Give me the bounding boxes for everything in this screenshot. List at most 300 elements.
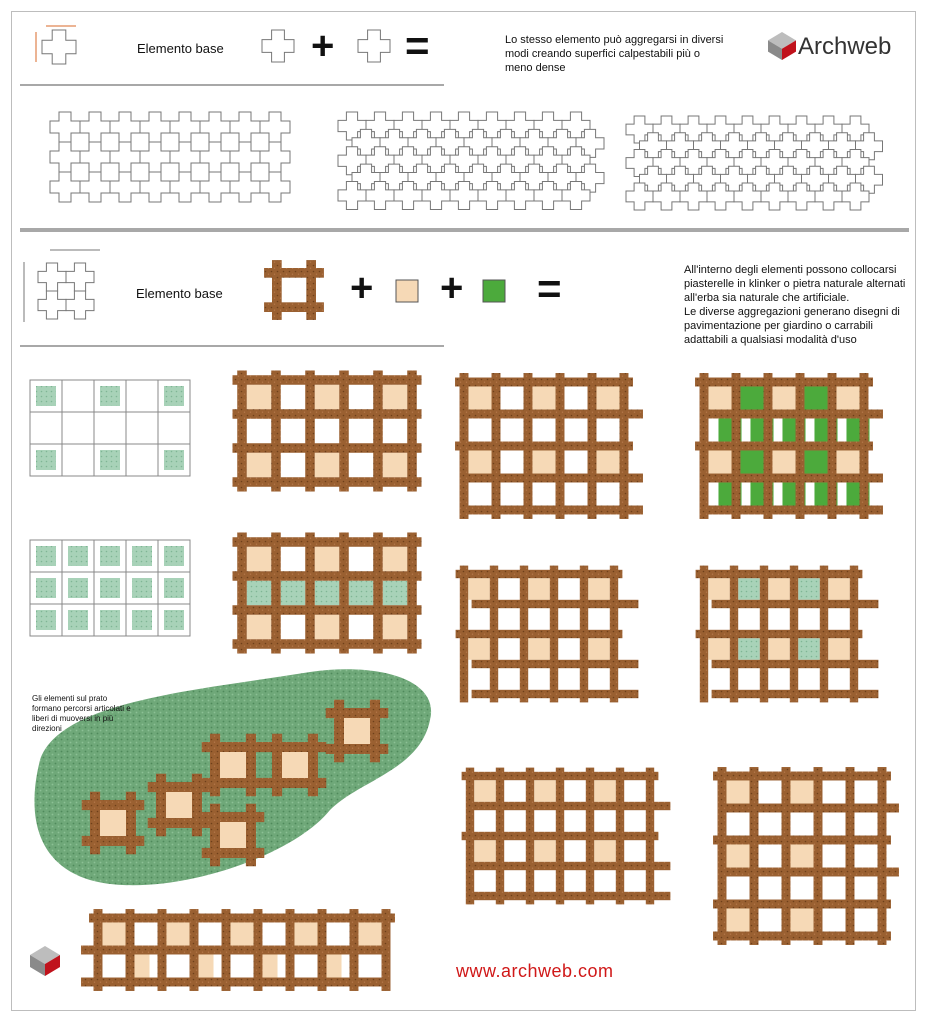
infill-tile bbox=[468, 450, 491, 473]
infill-tile bbox=[281, 581, 305, 605]
cross-element bbox=[66, 263, 94, 291]
infill-tile bbox=[758, 908, 781, 931]
infill-tile bbox=[790, 844, 813, 867]
brick-lattice-offset bbox=[456, 566, 639, 703]
infill-tile bbox=[828, 578, 850, 600]
infill-tile bbox=[344, 718, 370, 744]
infill-tile bbox=[564, 450, 587, 473]
infill-tile bbox=[740, 450, 763, 473]
cross-element bbox=[140, 142, 170, 172]
infill-tile bbox=[383, 385, 407, 409]
brick-lattice-tiles bbox=[232, 370, 421, 491]
infill-tile bbox=[468, 578, 490, 600]
infill-description: All'interno degli elementi possono collocarsi piasterelle in klinker o pietra naturale alternati all'erba sia naturale che artificiale. Le diverse aggregazioni generano disegni di pavimentazione per giardino o carrabili adattabili a qualsiasi modalità d'uso bbox=[684, 264, 906, 346]
outline-lattice-grass-sparse bbox=[30, 380, 190, 476]
infill-tile bbox=[349, 581, 373, 605]
infill-tile bbox=[68, 546, 88, 566]
grid-cell bbox=[94, 412, 126, 444]
infill-tile bbox=[588, 638, 610, 660]
brick-bar bbox=[456, 570, 623, 578]
infill-tile bbox=[247, 581, 271, 605]
aggregation-pattern-dense bbox=[626, 116, 883, 210]
infill-tile bbox=[726, 780, 749, 803]
cross-element bbox=[110, 172, 140, 202]
brick-bar bbox=[846, 767, 855, 945]
brick-bar bbox=[721, 868, 899, 877]
infill-tile bbox=[68, 610, 88, 630]
brick-bar bbox=[89, 914, 395, 923]
grid-cell bbox=[126, 412, 158, 444]
infill-tile bbox=[768, 638, 790, 660]
cross-element bbox=[260, 142, 290, 172]
cross-element bbox=[66, 291, 94, 319]
brick-bar bbox=[721, 804, 899, 813]
infill-tile bbox=[166, 792, 192, 818]
infill-tile bbox=[315, 385, 339, 409]
brick-bar bbox=[370, 700, 380, 763]
brick-lattice-diagonal bbox=[462, 768, 671, 905]
brick-bar bbox=[610, 566, 618, 703]
brick-bar bbox=[764, 373, 773, 519]
brick-bar bbox=[306, 260, 316, 320]
infill-tile bbox=[36, 578, 56, 598]
cross-element bbox=[50, 172, 80, 202]
brick-bar bbox=[90, 792, 100, 855]
infill-tile bbox=[294, 922, 317, 945]
brick-bar bbox=[700, 373, 709, 519]
aggregation-description: Lo stesso elemento può aggregarsi in diversi modi creando superfici calpestabili più o meno dense bbox=[505, 34, 724, 74]
aggregation-pattern-staggered bbox=[338, 112, 604, 209]
cross-element bbox=[80, 172, 110, 202]
infill-tile bbox=[500, 386, 523, 409]
infill-tile bbox=[164, 386, 184, 406]
infill-tile bbox=[708, 578, 730, 600]
brick-bar bbox=[814, 767, 823, 945]
brick-lattice-offset-grass bbox=[696, 566, 879, 703]
brick-bar bbox=[732, 373, 741, 519]
brick-bar bbox=[232, 639, 421, 649]
infill-tile bbox=[166, 922, 189, 945]
brick-bar bbox=[616, 768, 624, 905]
infill-tile bbox=[468, 638, 490, 660]
grid-cell bbox=[62, 380, 94, 412]
brick-bar bbox=[318, 909, 327, 991]
aggregation-pattern-grid bbox=[50, 112, 290, 202]
infill-tile bbox=[358, 922, 381, 945]
infill-tile bbox=[315, 581, 339, 605]
infill-tile bbox=[708, 638, 730, 660]
infill-tile bbox=[564, 780, 586, 802]
infill-tile bbox=[798, 578, 820, 600]
brick-bar bbox=[232, 537, 421, 547]
infill-tile bbox=[198, 922, 221, 945]
brick-bar bbox=[695, 442, 873, 451]
grid-cell bbox=[158, 412, 190, 444]
infill-tile bbox=[68, 578, 88, 598]
infill-tile bbox=[100, 450, 120, 470]
infill-tile bbox=[383, 581, 407, 605]
infill-tile bbox=[247, 453, 271, 477]
brick-bar bbox=[860, 373, 869, 519]
brick-strip-path bbox=[81, 909, 395, 991]
infill-tile bbox=[230, 922, 253, 945]
brick-bar bbox=[455, 378, 633, 387]
brick-bar bbox=[520, 566, 528, 703]
brick-bar bbox=[556, 373, 565, 519]
infill-tile bbox=[281, 453, 305, 477]
infill-tile bbox=[534, 840, 556, 862]
brick-bar bbox=[620, 373, 629, 519]
brick-bar bbox=[588, 373, 597, 519]
cross-element bbox=[260, 112, 290, 142]
infill-tile bbox=[624, 840, 646, 862]
brick-bar bbox=[878, 767, 887, 945]
infill-tile bbox=[247, 615, 271, 639]
infill-tile bbox=[282, 752, 308, 778]
infill-tile bbox=[36, 546, 56, 566]
cross-element bbox=[170, 112, 200, 142]
brick-lattice-dense bbox=[713, 767, 899, 945]
cross-element bbox=[230, 142, 260, 172]
brick-bar bbox=[271, 532, 281, 653]
cross-element bbox=[140, 112, 170, 142]
brick-bar bbox=[158, 909, 167, 991]
infill-tile bbox=[596, 386, 619, 409]
brick-bar bbox=[210, 804, 220, 867]
cross-element bbox=[230, 172, 260, 202]
plus-sign-1: + bbox=[311, 24, 335, 68]
infill-tile bbox=[383, 453, 407, 477]
brick-bar bbox=[373, 532, 383, 653]
infill-tile bbox=[758, 780, 781, 803]
grid-cell bbox=[126, 380, 158, 412]
brick-bar bbox=[696, 570, 863, 578]
grid-cell bbox=[126, 444, 158, 476]
brick-bar bbox=[696, 630, 863, 638]
infill-tile bbox=[100, 578, 120, 598]
brick-bar bbox=[192, 774, 202, 837]
infill-tile bbox=[822, 908, 845, 931]
infill-tile bbox=[498, 578, 520, 600]
cross-element bbox=[358, 30, 390, 62]
brick-bar bbox=[524, 373, 533, 519]
infill-tile bbox=[532, 450, 555, 473]
lawn-paths-note: Gli elementi sul prato formano percorsi articolati e liberi di muoversi in più direzioni bbox=[32, 694, 131, 733]
infill-tile bbox=[708, 386, 731, 409]
infill-tile bbox=[315, 547, 339, 571]
infill-tile bbox=[798, 638, 820, 660]
brick-bar bbox=[730, 566, 738, 703]
brick-bar bbox=[246, 734, 256, 797]
brand-name: Archweb bbox=[798, 33, 892, 60]
grid-cell bbox=[62, 444, 94, 476]
cross-element bbox=[80, 112, 110, 142]
cross-element bbox=[110, 112, 140, 142]
brick-bar bbox=[272, 734, 282, 797]
brick-bar bbox=[407, 370, 417, 491]
brick-bar bbox=[237, 532, 247, 653]
brick-bar bbox=[232, 443, 421, 453]
klinker-tile-swatch bbox=[396, 280, 418, 302]
cross-element bbox=[262, 30, 294, 62]
brick-bar bbox=[407, 532, 417, 653]
infill-tile bbox=[854, 908, 877, 931]
base-cross-element bbox=[42, 30, 76, 64]
infill-tile bbox=[132, 610, 152, 630]
cross-element bbox=[50, 142, 80, 172]
brick-bar bbox=[190, 909, 199, 991]
infill-tile bbox=[383, 419, 407, 443]
outline-lattice-grass-full bbox=[30, 540, 190, 636]
infill-tile bbox=[854, 844, 877, 867]
infill-tile bbox=[594, 780, 616, 802]
brick-bar bbox=[550, 566, 558, 703]
infill-tile bbox=[164, 450, 184, 470]
brick-bar bbox=[232, 571, 421, 581]
infill-tile bbox=[758, 844, 781, 867]
infill-tile bbox=[504, 780, 526, 802]
brick-bar bbox=[455, 442, 633, 451]
section-divider bbox=[20, 228, 909, 232]
infill-tile bbox=[594, 840, 616, 862]
brick-bar bbox=[373, 370, 383, 491]
infill-tile bbox=[738, 578, 760, 600]
infill-tile bbox=[822, 844, 845, 867]
brick-bar bbox=[305, 370, 315, 491]
cross-element bbox=[38, 263, 66, 291]
infill-tile bbox=[474, 840, 496, 862]
grass-swatch bbox=[483, 280, 505, 302]
infill-tile bbox=[164, 610, 184, 630]
infill-tile bbox=[134, 922, 157, 945]
infill-tile bbox=[498, 638, 520, 660]
infill-tile bbox=[262, 922, 285, 945]
infill-tile bbox=[281, 615, 305, 639]
infill-tile bbox=[349, 419, 373, 443]
brick-bar bbox=[695, 378, 873, 387]
brick-bar bbox=[850, 566, 858, 703]
infill-tile bbox=[100, 546, 120, 566]
cross-element bbox=[38, 291, 66, 319]
infill-tile bbox=[558, 638, 580, 660]
brick-bar bbox=[718, 767, 727, 945]
brick-bar bbox=[760, 566, 768, 703]
grid-cell bbox=[30, 412, 62, 444]
brick-bar bbox=[526, 768, 534, 905]
brick-bar bbox=[828, 373, 837, 519]
brick-bar bbox=[713, 836, 891, 845]
cross-element bbox=[110, 142, 140, 172]
brick-bar bbox=[713, 772, 891, 781]
infill-tile bbox=[804, 450, 827, 473]
cross-element bbox=[170, 172, 200, 202]
infill-tile bbox=[836, 450, 859, 473]
brick-bar bbox=[308, 734, 318, 797]
infill-tile bbox=[504, 840, 526, 862]
infill-tile bbox=[383, 615, 407, 639]
infill-tile bbox=[220, 822, 246, 848]
brick-bar bbox=[713, 932, 891, 941]
infill-tile bbox=[100, 610, 120, 630]
infill-tile bbox=[326, 922, 349, 945]
infill-tile bbox=[164, 546, 184, 566]
cross-element bbox=[140, 172, 170, 202]
equals-sign-2: = bbox=[537, 265, 562, 312]
brick-bar bbox=[466, 768, 474, 905]
infill-tile bbox=[132, 546, 152, 566]
infill-tile bbox=[281, 385, 305, 409]
infill-tile bbox=[36, 610, 56, 630]
infill-tile bbox=[738, 638, 760, 660]
infill-tile bbox=[768, 578, 790, 600]
brick-bar bbox=[350, 909, 359, 991]
brick-bar bbox=[339, 370, 349, 491]
infill-tile bbox=[726, 908, 749, 931]
brick-bar bbox=[782, 767, 791, 945]
infill-tile bbox=[772, 450, 795, 473]
brick-bar bbox=[232, 409, 421, 419]
infill-tile bbox=[528, 638, 550, 660]
infill-tile bbox=[100, 386, 120, 406]
infill-tile bbox=[247, 547, 271, 571]
brick-bar bbox=[586, 768, 594, 905]
brick-bar bbox=[490, 566, 498, 703]
brick-bar bbox=[382, 909, 391, 991]
infill-tile bbox=[383, 547, 407, 571]
brick-bar bbox=[460, 373, 469, 519]
website-url[interactable]: www.archweb.com bbox=[456, 961, 614, 981]
brick-bar bbox=[286, 909, 295, 991]
infill-tile bbox=[349, 547, 373, 571]
infill-tile bbox=[564, 840, 586, 862]
infill-tile bbox=[854, 780, 877, 803]
cross-element bbox=[260, 172, 290, 202]
brick-bar bbox=[646, 768, 654, 905]
infill-tile bbox=[468, 386, 491, 409]
brick-lattice-tiles-grass bbox=[232, 532, 421, 653]
infill-tile bbox=[315, 419, 339, 443]
cross-element bbox=[230, 112, 260, 142]
infill-tile bbox=[315, 453, 339, 477]
brick-bar bbox=[580, 566, 588, 703]
infill-tile bbox=[534, 780, 556, 802]
brick-bar bbox=[126, 909, 135, 991]
base-element-label-1: Elemento base bbox=[137, 41, 224, 56]
base-element-label-2: Elemento base bbox=[136, 286, 223, 301]
infill-tile bbox=[596, 450, 619, 473]
brick-bar bbox=[232, 375, 421, 385]
infill-tile bbox=[708, 450, 731, 473]
infill-tile bbox=[564, 386, 587, 409]
infill-tile bbox=[624, 780, 646, 802]
infill-tile bbox=[828, 638, 850, 660]
brick-bar bbox=[713, 900, 891, 909]
infill-tile bbox=[726, 844, 749, 867]
brick-lattice-grass-mix bbox=[695, 373, 883, 519]
infill-tile bbox=[790, 780, 813, 803]
infill-tile bbox=[836, 386, 859, 409]
infill-tile bbox=[474, 780, 496, 802]
infill-tile bbox=[740, 386, 763, 409]
infill-tile bbox=[247, 419, 271, 443]
brick-bar bbox=[496, 768, 504, 905]
brick-bar bbox=[232, 605, 421, 615]
plus-sign-3: + bbox=[440, 266, 464, 310]
infill-tile bbox=[558, 578, 580, 600]
brick-lattice-staggered bbox=[455, 373, 643, 519]
infill-tile bbox=[281, 547, 305, 571]
infill-tile bbox=[247, 385, 271, 409]
cross-element bbox=[50, 112, 80, 142]
infill-tile bbox=[164, 578, 184, 598]
cross-element bbox=[80, 142, 110, 172]
infill-tile bbox=[281, 419, 305, 443]
brick-bar bbox=[305, 532, 315, 653]
equals-sign-1: = bbox=[405, 22, 430, 69]
infill-tile bbox=[528, 578, 550, 600]
brand-logo-icon bbox=[30, 946, 60, 976]
infill-tile bbox=[532, 386, 555, 409]
infill-tile bbox=[220, 752, 246, 778]
brick-bar bbox=[126, 792, 136, 855]
brick-bar bbox=[460, 566, 468, 703]
brick-bar bbox=[790, 566, 798, 703]
brick-bar bbox=[156, 774, 166, 837]
infill-tile bbox=[349, 615, 373, 639]
cross-element bbox=[200, 112, 230, 142]
brick-bar bbox=[820, 566, 828, 703]
infill-tile bbox=[588, 578, 610, 600]
infill-tile bbox=[132, 578, 152, 598]
divider-line bbox=[20, 84, 444, 86]
brick-bar bbox=[456, 630, 623, 638]
infill-tile bbox=[500, 450, 523, 473]
brick-bar bbox=[272, 260, 282, 320]
brick-bar bbox=[254, 909, 263, 991]
brick-frame-element bbox=[264, 260, 324, 320]
infill-tile bbox=[349, 385, 373, 409]
infill-tile bbox=[804, 386, 827, 409]
brick-bar bbox=[246, 804, 256, 867]
infill-tile bbox=[349, 453, 373, 477]
base-grid-element bbox=[38, 263, 94, 319]
cross-element bbox=[170, 142, 200, 172]
brick-bar bbox=[237, 370, 247, 491]
brick-bar bbox=[700, 566, 708, 703]
brick-bar bbox=[796, 373, 805, 519]
brand-logo-icon bbox=[768, 32, 796, 60]
brick-bar bbox=[222, 909, 231, 991]
infill-tile bbox=[36, 386, 56, 406]
brick-bar bbox=[750, 767, 759, 945]
infill-tile bbox=[790, 908, 813, 931]
cross-element bbox=[200, 172, 230, 202]
brick-bar bbox=[232, 477, 421, 487]
divider-line bbox=[20, 345, 444, 347]
brick-bar bbox=[271, 370, 281, 491]
infill-tile bbox=[102, 922, 125, 945]
plus-sign-2: + bbox=[350, 266, 374, 310]
brick-bar bbox=[556, 768, 564, 905]
brick-bar bbox=[339, 532, 349, 653]
infill-tile bbox=[772, 386, 795, 409]
infill-tile bbox=[822, 780, 845, 803]
brick-bar bbox=[94, 909, 103, 991]
cross-element bbox=[200, 142, 230, 172]
infill-tile bbox=[315, 615, 339, 639]
infill-tile bbox=[36, 450, 56, 470]
brick-bar bbox=[210, 734, 220, 797]
